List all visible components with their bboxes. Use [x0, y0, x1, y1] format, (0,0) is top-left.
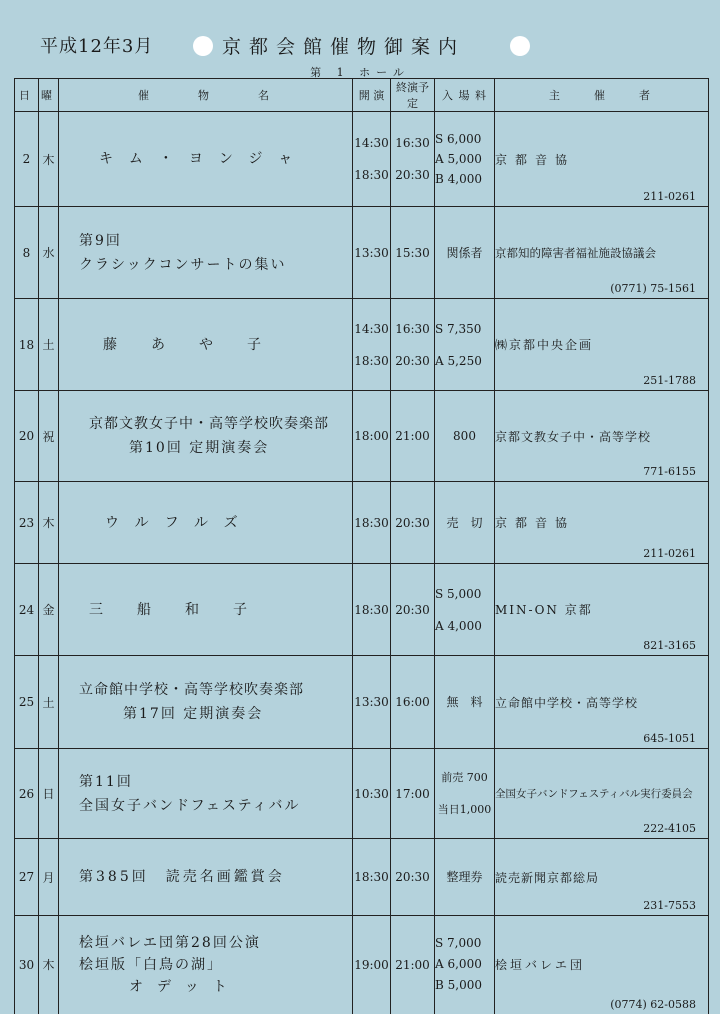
row-start [353, 207, 391, 299]
title-line: 第9回 [79, 232, 122, 249]
organizer-phone: 231-7553 [643, 899, 696, 912]
row-title [59, 916, 353, 1014]
row-day: 26 [15, 749, 39, 839]
schedule-table [14, 78, 709, 1014]
row-day: 27 [15, 839, 39, 916]
table-header [15, 79, 709, 112]
end-time: 20:30 [395, 870, 430, 884]
row-start [353, 564, 391, 656]
row-end [391, 656, 435, 749]
row-title [59, 482, 353, 564]
title-line: 京都文教女子中・高等学校吹奏楽部 [89, 416, 329, 432]
start-time: 14:30 [354, 136, 389, 150]
row-weekday: 祝 [39, 391, 59, 482]
row-title [59, 112, 353, 207]
row-weekday: 土 [39, 299, 59, 391]
row-title [59, 564, 353, 656]
table-row [15, 391, 709, 482]
title-line: キム・ヨンジャ [99, 151, 309, 167]
table-row [15, 749, 709, 839]
row-organizer [495, 207, 709, 299]
title-line: 第385回 読売名画鑑賞会 [79, 869, 285, 885]
price-line: 前売 700 [441, 770, 488, 784]
organizer-phone: 645-1051 [643, 732, 696, 745]
price-line: A 4,000 [435, 618, 482, 633]
start-time: 18:30 [354, 870, 389, 884]
organizer-phone: (0771) 75-1561 [610, 282, 696, 295]
row-weekday: 木 [39, 916, 59, 1014]
row-title [59, 391, 353, 482]
price-line: 無 料 [446, 695, 483, 709]
row-day: 8 [15, 207, 39, 299]
row-start [353, 839, 391, 916]
end-time: 20:30 [395, 353, 430, 368]
punch-hole-left [193, 36, 213, 56]
col-price: 入 場 料 [435, 79, 495, 112]
title-line: 第10回 定期演奏会 [129, 440, 270, 456]
organizer-name: 全国女子バンドフェスティバル実行委員会 [495, 788, 693, 800]
row-price [435, 839, 495, 916]
price-line: B 5,000 [435, 978, 482, 993]
row-price [435, 207, 495, 299]
organizer-phone: 211-0261 [643, 190, 696, 203]
organizer-phone: (0774) 62-0588 [610, 997, 696, 1011]
start-time: 13:30 [354, 245, 389, 260]
row-organizer [495, 916, 709, 1014]
page-title: 京都会館催物御案内 [222, 36, 466, 58]
row-organizer [495, 749, 709, 839]
row-weekday: 木 [39, 112, 59, 207]
organizer-phone: 821-3165 [643, 639, 696, 652]
row-weekday: 木 [39, 482, 59, 564]
price-line: 当日1,000 [437, 802, 492, 816]
row-title [59, 749, 353, 839]
end-time: 20:30 [395, 168, 430, 182]
start-time: 18:30 [354, 602, 389, 617]
row-start [353, 656, 391, 749]
row-price [435, 564, 495, 656]
row-weekday: 金 [39, 564, 59, 656]
title-line: クラシックコンサートの集い [79, 256, 287, 273]
title-line: 桧垣バレエ団第28回公演 [79, 934, 261, 951]
punch-hole-right [510, 36, 530, 56]
row-weekday: 水 [39, 207, 59, 299]
end-time: 21:00 [395, 957, 430, 972]
title-line: オデット [129, 978, 241, 995]
organizer-name: 京都音協 [495, 516, 576, 530]
hall-label: 第 1 ホール [310, 66, 410, 79]
row-organizer [495, 656, 709, 749]
start-time: 13:30 [354, 695, 389, 709]
end-time: 16:30 [395, 321, 430, 336]
price-line: A 5,000 [435, 152, 482, 166]
price-line: S 7,000 [435, 936, 482, 951]
price-line: A 6,000 [435, 957, 482, 972]
page-header [0, 28, 720, 62]
price-line: 整理券 [446, 870, 483, 884]
organizer-name: 京都音協 [495, 152, 576, 167]
title-line: 立命館中学校・高等学校吹奏楽部 [79, 682, 304, 698]
header-date: 平成12年3月 [40, 36, 154, 57]
row-price [435, 482, 495, 564]
table-row [15, 299, 709, 391]
end-time: 17:00 [395, 786, 430, 801]
row-start [353, 749, 391, 839]
title-line: 全国女子バンドフェスティバル [79, 797, 301, 814]
organizer-phone: 771-6155 [643, 465, 696, 478]
row-end [391, 839, 435, 916]
row-start [353, 391, 391, 482]
col-event: 催 物 名 [59, 79, 353, 112]
row-start [353, 299, 391, 391]
row-price [435, 749, 495, 839]
organizer-name: 読売新聞京都総局 [495, 870, 600, 885]
row-day: 18 [15, 299, 39, 391]
table-row [15, 482, 709, 564]
row-weekday: 土 [39, 656, 59, 749]
row-price [435, 916, 495, 1014]
row-day: 30 [15, 916, 39, 1014]
organizer-name: 京都知的障害者福祉施設協議会 [495, 245, 656, 260]
row-price [435, 112, 495, 207]
row-weekday: 月 [39, 839, 59, 916]
price-line: S 6,000 [435, 132, 482, 146]
row-start [353, 482, 391, 564]
end-time: 15:30 [395, 245, 430, 260]
row-organizer [495, 839, 709, 916]
col-end: 終演予定 [391, 79, 435, 112]
price-line: S 7,350 [435, 321, 482, 336]
start-time: 18:30 [354, 168, 389, 182]
price-line: A 5,250 [435, 353, 482, 368]
table-row [15, 916, 709, 1014]
title-line: 桧垣版「白鳥の湖」 [79, 956, 223, 973]
title-line: 三 船 和 子 [89, 601, 257, 618]
row-end [391, 299, 435, 391]
table-row [15, 564, 709, 656]
price-line: 関係者 [446, 245, 483, 260]
organizer-phone: 251-1788 [643, 374, 696, 387]
start-time: 18:30 [354, 515, 389, 530]
table-row [15, 656, 709, 749]
row-day: 2 [15, 112, 39, 207]
start-time: 18:00 [354, 429, 389, 443]
title-line: 第17回 定期演奏会 [123, 706, 264, 722]
row-end [391, 207, 435, 299]
row-day: 20 [15, 391, 39, 482]
row-end [391, 749, 435, 839]
row-title [59, 207, 353, 299]
title-line: 藤 あ や 子 [103, 336, 271, 353]
row-organizer [495, 482, 709, 564]
row-end [391, 112, 435, 207]
organizer-name: MIN-ON 京都 [495, 603, 593, 617]
row-end [391, 916, 435, 1014]
row-organizer [495, 391, 709, 482]
row-organizer [495, 299, 709, 391]
organizer-name: ㈱京都中央企画 [495, 338, 594, 352]
row-weekday: 日 [39, 749, 59, 839]
start-time: 19:00 [354, 957, 389, 972]
organizer-phone: 211-0261 [643, 547, 696, 560]
organizer-name: 京都文教女子中・高等学校 [495, 429, 652, 444]
table-row [15, 207, 709, 299]
price-line: 売 切 [446, 515, 483, 530]
row-end [391, 482, 435, 564]
row-organizer [495, 564, 709, 656]
row-end [391, 391, 435, 482]
organizer-name: 立命館中学校・高等学校 [495, 695, 639, 710]
end-time: 21:00 [395, 429, 430, 443]
start-time: 18:30 [354, 353, 389, 368]
start-time: 14:30 [354, 321, 389, 336]
title-line: ウルフルズ [105, 514, 254, 531]
price-line: B 4,000 [435, 172, 482, 186]
start-time: 10:30 [354, 786, 389, 801]
col-day: 日 [15, 79, 39, 112]
row-end [391, 564, 435, 656]
row-day: 25 [15, 656, 39, 749]
col-weekday: 曜 [39, 79, 59, 112]
row-title [59, 839, 353, 916]
row-price [435, 391, 495, 482]
price-line: 800 [453, 429, 476, 443]
row-start [353, 112, 391, 207]
end-time: 20:30 [395, 515, 430, 530]
col-start: 開 演 [353, 79, 391, 112]
table-row [15, 112, 709, 207]
row-day: 23 [15, 482, 39, 564]
end-time: 16:00 [395, 695, 430, 709]
end-time: 20:30 [395, 602, 430, 617]
end-time: 16:30 [395, 136, 430, 150]
organizer-phone: 222-4105 [643, 822, 696, 835]
organizer-name: 桧垣バレエ団 [495, 958, 586, 973]
price-line: S 5,000 [435, 586, 482, 601]
row-title [59, 299, 353, 391]
row-organizer [495, 112, 709, 207]
row-day: 24 [15, 564, 39, 656]
table-row [15, 839, 709, 916]
row-price [435, 656, 495, 749]
col-organizer: 主 催 者 [495, 79, 709, 112]
row-title [59, 656, 353, 749]
title-line: 第11回 [79, 773, 133, 790]
row-price [435, 299, 495, 391]
row-start [353, 916, 391, 1014]
